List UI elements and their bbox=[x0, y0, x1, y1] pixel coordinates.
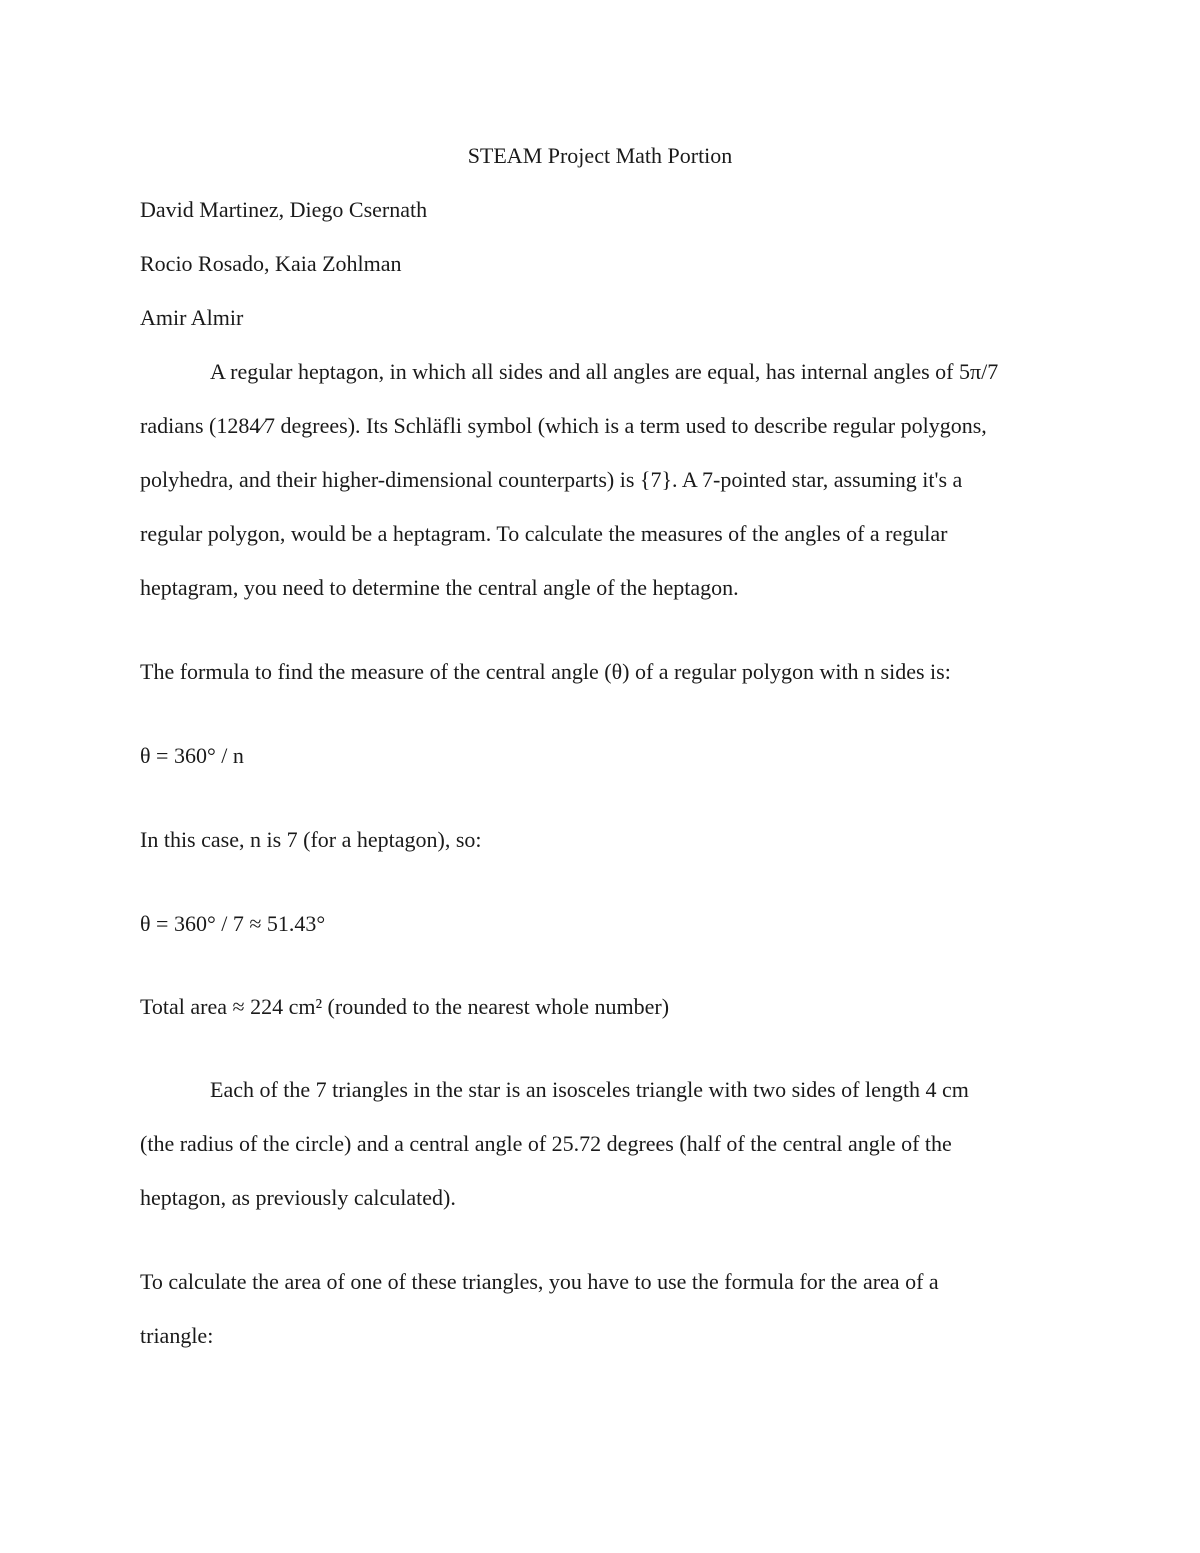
heptagon-paragraph bbox=[140, 345, 1080, 615]
paragraph-line: polyhedra, and their higher-dimensional counterparts) is {7}. A 7-pointed star, assuming it's a bbox=[140, 467, 963, 492]
paragraph-line: Each of the 7 triangles in the star is an isosceles triangle with two sides of length 4 cm bbox=[210, 1077, 969, 1102]
author-line-2: Rocio Rosado, Kaia Zohlman bbox=[140, 251, 402, 276]
area-paragraph bbox=[140, 1255, 1080, 1363]
triangle-paragraph bbox=[140, 1063, 1080, 1225]
formula-intro: The formula to find the measure of the central angle (θ) of a regular polygon with n sides is: bbox=[140, 659, 951, 684]
paragraph-line: A regular heptagon, in which all sides and all angles are equal, has internal angles of 5π/7 bbox=[210, 359, 999, 384]
paragraph-line: heptagram, you need to determine the central angle of the heptagon. bbox=[140, 575, 739, 600]
case-text: In this case, n is 7 (for a heptagon), so: bbox=[140, 827, 482, 852]
paragraph-line: heptagon, as previously calculated). bbox=[140, 1185, 456, 1210]
author-line-3: Amir Almir bbox=[140, 305, 244, 330]
author-line-1: David Martinez, Diego Csernath bbox=[140, 197, 428, 222]
document-title: STEAM Project Math Portion bbox=[467, 143, 733, 168]
paragraph-line: regular polygon, would be a heptagram. To calculate the measures of the angles of a regular bbox=[140, 521, 948, 546]
total-area: Total area ≈ 224 cm² (rounded to the nearest whole number) bbox=[140, 994, 670, 1019]
formula: θ = 360° / n bbox=[140, 743, 244, 768]
paragraph-line: triangle: bbox=[140, 1323, 214, 1348]
paragraph-line: radians (1284⁄7 degrees). Its Schläfli symbol (which is a term used to describe regular polygons, bbox=[140, 413, 987, 438]
formula-result: θ = 360° / 7 ≈ 51.43° bbox=[140, 911, 326, 936]
paragraph-line: (the radius of the circle) and a central angle of 25.72 degrees (half of the central angle of the bbox=[140, 1131, 952, 1156]
paragraph-line: To calculate the area of one of these triangles, you have to use the formula for the area of a bbox=[140, 1269, 939, 1294]
